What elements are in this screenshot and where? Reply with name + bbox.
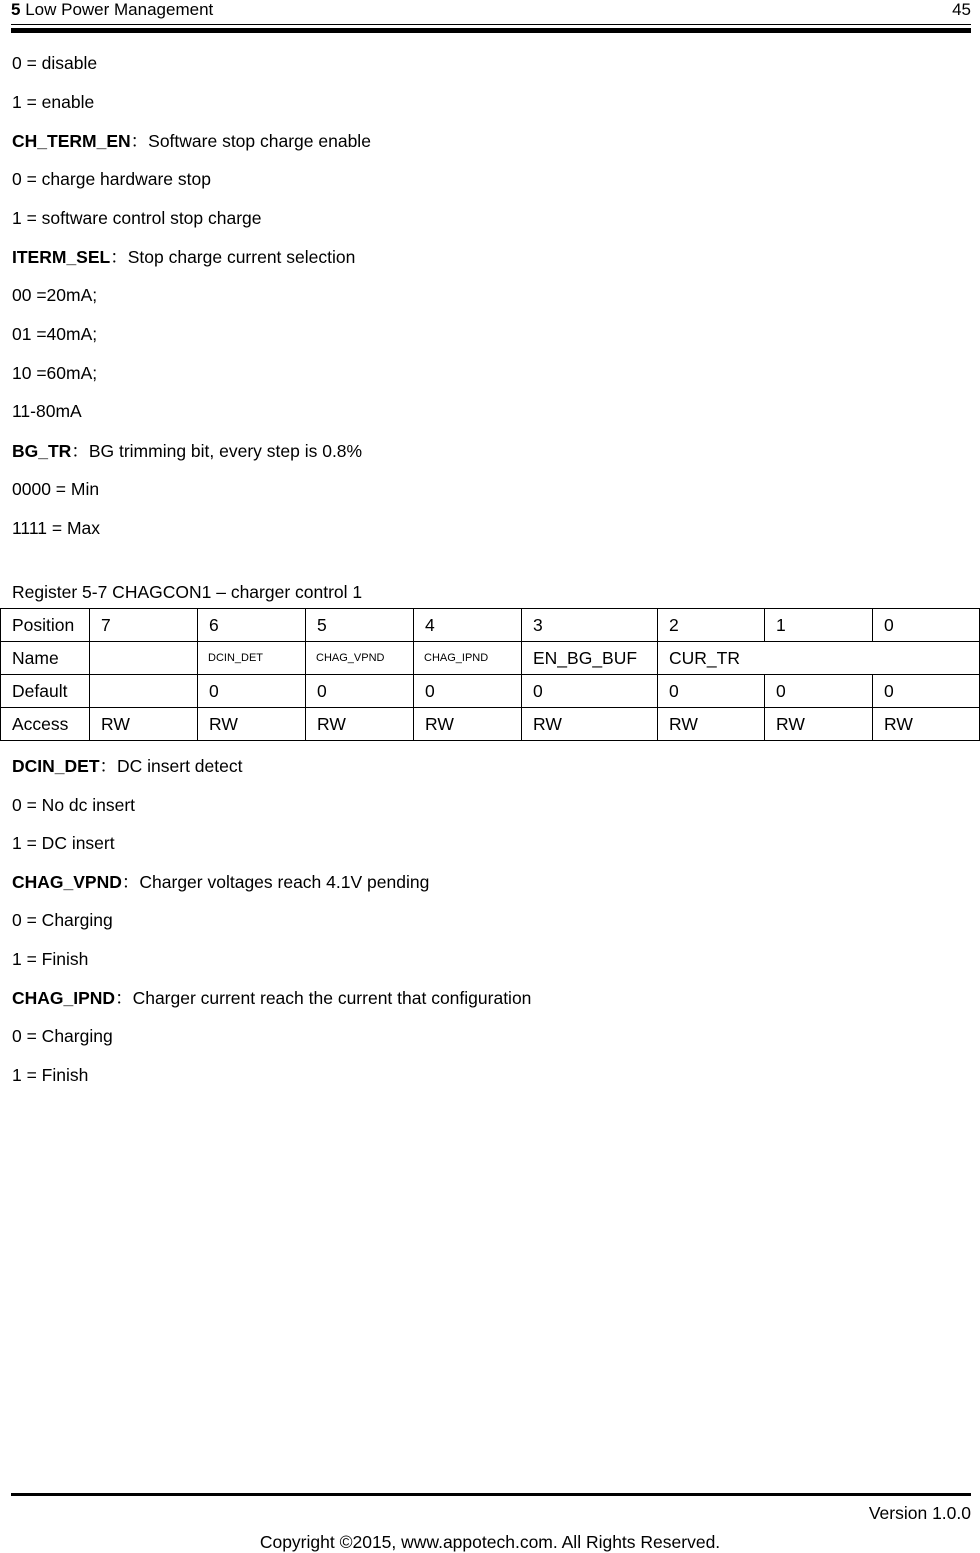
- table-cell: RW: [414, 708, 522, 741]
- text-line: 1111 = Max: [12, 518, 101, 538]
- text-line: 1 = software control stop charge: [12, 208, 262, 228]
- row-header: Access: [1, 708, 90, 741]
- table-cell: 0: [522, 675, 658, 708]
- field-term: BG_TR: [12, 441, 72, 461]
- table-cell: CUR_TR: [658, 642, 980, 675]
- text-line: 1 = DC insert: [12, 833, 115, 853]
- version-label: Version 1.0.0: [868, 1503, 971, 1523]
- table-cell: 0: [873, 675, 980, 708]
- field-description: BG_TR：BG trimming bit, every step is 0.8%: [12, 441, 363, 461]
- table-row-default: [1, 675, 980, 708]
- table-row-position: [1, 609, 980, 642]
- text-line: 1 = Finish: [12, 1065, 89, 1085]
- table-cell: 2: [658, 609, 765, 642]
- field-term: DCIN_DET: [12, 756, 100, 776]
- text-line: 0 = charge hardware stop: [12, 169, 211, 189]
- table-cell: EN_BG_BUF: [522, 642, 658, 675]
- text-line: 1 = enable: [12, 92, 95, 112]
- table-cell: 7: [90, 609, 198, 642]
- table-cell: 0: [414, 675, 522, 708]
- register-caption: Register 5-7 CHAGCON1 – charger control 1: [12, 582, 363, 602]
- table-cell: 3: [522, 609, 658, 642]
- table-cell: CHAG_VPND: [306, 642, 414, 675]
- text-line: 0 = Charging: [12, 1026, 113, 1046]
- table-cell: RW: [306, 708, 414, 741]
- table-cell: 5: [306, 609, 414, 642]
- text-line: 0 = No dc insert: [12, 795, 136, 815]
- row-header: Default: [1, 675, 90, 708]
- field-description: CH_TERM_EN：Software stop charge enable: [12, 131, 371, 151]
- table-cell: CHAG_IPND: [414, 642, 522, 675]
- table-cell: 4: [414, 609, 522, 642]
- field-term: CHAG_IPND: [12, 988, 116, 1008]
- text-line: 10 =60mA;: [12, 363, 98, 383]
- table-cell: 0: [765, 675, 873, 708]
- table-row-name: [1, 642, 980, 675]
- table-cell: RW: [198, 708, 306, 741]
- header-rule-thick: [11, 28, 971, 33]
- text-line: 11-80mA: [12, 401, 82, 421]
- table-cell: 0: [873, 609, 980, 642]
- row-header: Name: [1, 642, 90, 675]
- row-header: Position: [1, 609, 90, 642]
- field-description: CHAG_IPND：Charger current reach the current that configuration: [12, 988, 532, 1008]
- field-description: ITERM_SEL：Stop charge current selection: [12, 247, 356, 267]
- table-cell: 6: [198, 609, 306, 642]
- table-cell: RW: [522, 708, 658, 741]
- field-description: DCIN_DET：DC insert detect: [12, 756, 243, 776]
- footer-rule: [11, 1493, 971, 1496]
- text-line: 00 =20mA;: [12, 285, 98, 305]
- table-cell: 0: [658, 675, 765, 708]
- table-cell: RW: [658, 708, 765, 741]
- table-cell: 0: [306, 675, 414, 708]
- table-cell: RW: [765, 708, 873, 741]
- field-term: ITERM_SEL: [12, 247, 111, 267]
- page-number: 45: [952, 0, 971, 19]
- table-row-access: [1, 708, 980, 741]
- table-cell: [90, 642, 198, 675]
- field-term: CHAG_VPND: [12, 872, 122, 892]
- field-term: CH_TERM_EN: [12, 131, 131, 151]
- table-cell: DCIN_DET: [198, 642, 306, 675]
- text-line: 01 =40mA;: [12, 324, 98, 344]
- table-cell: 1: [765, 609, 873, 642]
- chapter-title: Low Power Management: [25, 0, 214, 19]
- text-line: 0 = Charging: [12, 910, 113, 930]
- table-cell: RW: [90, 708, 198, 741]
- table-cell: 0: [198, 675, 306, 708]
- page-header: [11, 0, 971, 20]
- table-cell: RW: [873, 708, 980, 741]
- field-description: CHAG_VPND：Charger voltages reach 4.1V pending: [12, 872, 430, 892]
- text-line: 0000 = Min: [12, 479, 100, 499]
- register-table: [0, 608, 980, 741]
- copyright-notice: Copyright ©2015, www.appotech.com. All Rights Reserved.: [259, 1532, 721, 1552]
- table-cell: [90, 675, 198, 708]
- header-rule-thin: [11, 24, 971, 25]
- text-line: 1 = Finish: [12, 949, 89, 969]
- chapter-number: 5: [11, 0, 21, 19]
- text-line: 0 = disable: [12, 53, 98, 73]
